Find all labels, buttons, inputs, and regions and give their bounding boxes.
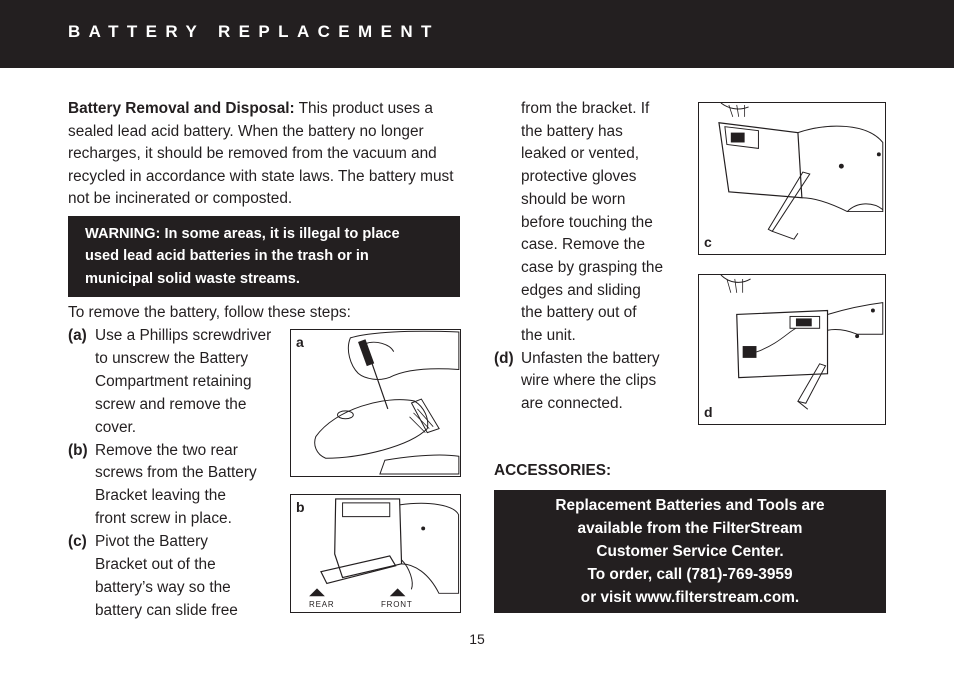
step-line: the battery out of (521, 304, 637, 322)
accessories-line: Replacement Batteries and Tools are (555, 497, 825, 514)
pivot-illustration (699, 103, 885, 254)
column-two-text (494, 98, 694, 416)
figure-d-unfasten (698, 274, 886, 425)
step-label: (a) (68, 327, 87, 344)
step-line: Bracket out of the (95, 556, 216, 574)
warning-line: municipal solid waste streams. (85, 270, 300, 287)
accessories-line: or visit www.filterstream.com. (580, 588, 800, 606)
step-line: Bracket leaving the (95, 487, 226, 505)
accessories-line: Customer Service Center. (596, 542, 784, 560)
accessories-line: To order, call (781)-769-3959 (587, 565, 793, 583)
step-label: (d) (494, 349, 514, 367)
step-line: the unit. (521, 327, 576, 345)
step-line: screw and remove the (95, 395, 247, 413)
intro-body: This product uses a sealed lead acid battery. When the battery no longer recharges, it should be removed from the vacuum and recycled in accordance with state laws. The battery must not be incinerated or composted. (68, 100, 454, 208)
figure-letter: b (296, 499, 305, 515)
step-c (68, 531, 284, 623)
step-line: Compartment retaining (95, 372, 252, 390)
steps-list (68, 325, 284, 623)
step-line: cover. (95, 418, 137, 436)
step-line: battery’s way so the (95, 578, 231, 596)
step-label: (c) (68, 533, 87, 551)
warning-line: used lead acid batteries in the trash or in (85, 248, 369, 265)
accessories-box (494, 490, 886, 613)
page-number: 15 (469, 631, 485, 647)
step-line: to unscrew the Battery (95, 349, 249, 367)
intro-heading: Battery Removal and Disposal: (68, 100, 295, 117)
screwdriver-illustration (291, 330, 460, 476)
figure-letter: a (296, 334, 304, 350)
step-d (494, 348, 694, 416)
step-line: leaked or vented, (521, 145, 640, 163)
step-line: Use a Phillips screwdriver (95, 327, 272, 344)
caption-rear: REAR (309, 600, 335, 609)
steps-intro: To remove the battery, follow these steps: (68, 304, 351, 321)
bracket-illustration (291, 495, 460, 612)
caption-front: FRONT (381, 600, 413, 609)
step-line: wire where the clips (521, 372, 657, 390)
step-line: screws from the Battery (95, 464, 257, 482)
figure-a-screwdriver (290, 329, 461, 477)
figure-c-pivot (698, 102, 886, 255)
step-line: edges and sliding (521, 281, 641, 299)
accessories-line: available from the FilterStream (577, 519, 803, 537)
step-a (68, 325, 284, 440)
warning-line: WARNING: In some areas, it is illegal to place (85, 226, 400, 242)
warning-box (68, 216, 460, 297)
step-label: (b) (68, 441, 88, 459)
figure-b-bracket (290, 494, 461, 613)
figure-letter: d (704, 404, 713, 420)
intro-paragraph (68, 98, 464, 211)
step-line: the battery has (521, 122, 623, 140)
header-band (0, 0, 954, 68)
step-line: are connected. (521, 395, 623, 413)
step-line: case by grasping the (521, 258, 664, 276)
step-line: Pivot the Battery (95, 533, 208, 551)
step-line: from the bracket. If (521, 100, 650, 117)
unfasten-illustration (699, 275, 885, 424)
step-c-continued (494, 98, 694, 348)
figure-letter: c (704, 234, 712, 250)
step-line: Unfasten the battery (521, 349, 660, 367)
page-title: BATTERY REPLACEMENT (68, 22, 440, 41)
step-line: front screw in place. (95, 510, 232, 528)
step-line: battery can slide free (95, 601, 238, 619)
step-line: protective gloves (521, 168, 637, 186)
step-line: case. Remove the (521, 236, 646, 254)
accessories-heading: ACCESSORIES: (494, 462, 612, 479)
step-line: should be worn (521, 190, 626, 208)
step-b (68, 440, 284, 532)
step-line: Remove the two rear (95, 441, 238, 459)
step-line: before touching the (521, 213, 653, 231)
